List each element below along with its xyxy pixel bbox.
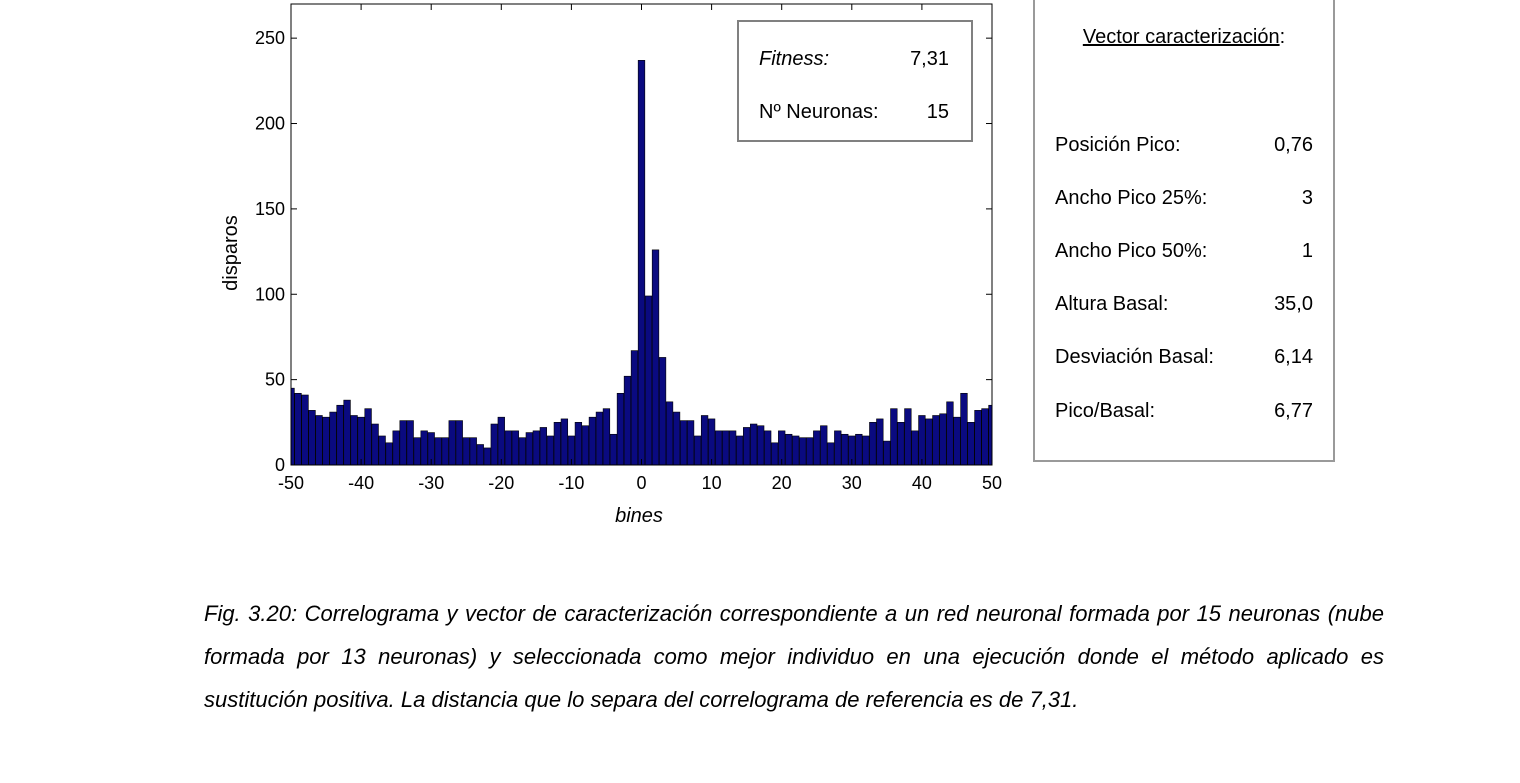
vector-row-peak-width-50 <box>1055 240 1313 266</box>
x-tick-label: -10 <box>558 473 585 493</box>
bar <box>414 438 421 465</box>
bar <box>841 434 848 465</box>
bar <box>554 422 561 465</box>
bar <box>561 419 568 465</box>
bar <box>456 421 463 465</box>
bar <box>912 431 919 465</box>
bar <box>729 431 736 465</box>
bar <box>407 421 414 465</box>
bar <box>827 443 834 465</box>
bar <box>743 427 750 465</box>
x-tick-label: 0 <box>636 473 647 493</box>
bar <box>316 415 323 465</box>
vector-row-label: Posición Pico: <box>1055 134 1181 156</box>
bar <box>870 422 877 465</box>
bar <box>365 409 372 465</box>
bar <box>834 431 841 465</box>
bar <box>617 393 624 465</box>
x-tick-label: 40 <box>911 473 932 493</box>
vector-row-label: Altura Basal: <box>1055 293 1169 315</box>
vector-row-peak-basal <box>1055 400 1313 426</box>
vector-row-label: Ancho Pico 50%: <box>1055 240 1208 262</box>
vector-title-colon: : <box>1279 26 1286 48</box>
vector-row-basal-deviation <box>1055 346 1313 372</box>
bar <box>519 438 526 465</box>
bar <box>512 431 519 465</box>
bar <box>968 422 975 465</box>
bar <box>421 431 428 465</box>
bar <box>954 417 961 465</box>
characterization-vector-panel <box>1033 0 1335 462</box>
bar <box>470 438 477 465</box>
bar <box>898 422 905 465</box>
vector-row-value: 35,0 <box>1274 293 1313 315</box>
y-tick-label: 50 <box>264 369 285 390</box>
bar <box>596 412 603 465</box>
bar <box>947 402 954 465</box>
bar <box>680 421 687 465</box>
vector-row-peak-width-25 <box>1055 187 1313 213</box>
bar <box>687 421 694 465</box>
x-tick-label: 50 <box>981 473 1003 493</box>
bar <box>603 409 610 465</box>
y-tick-label: 0 <box>274 455 285 475</box>
bar <box>358 417 365 465</box>
bar <box>337 405 344 465</box>
vector-row-label: Ancho Pico 25%: <box>1055 187 1208 209</box>
bar <box>919 415 926 465</box>
y-tick-label: 100 <box>254 284 285 305</box>
y-tick-label: 200 <box>254 113 285 134</box>
bar <box>673 412 680 465</box>
bar <box>400 421 407 465</box>
bar <box>463 438 470 465</box>
vector-row-value: 6,77 <box>1274 400 1313 422</box>
fitness-value: 7,31 <box>910 48 949 70</box>
annotation-box <box>738 21 972 141</box>
x-tick-label: -20 <box>488 473 515 493</box>
bar <box>792 436 799 465</box>
x-tick-label: -30 <box>418 473 445 493</box>
bar <box>575 422 582 465</box>
bar <box>961 393 968 465</box>
x-tick-label: -40 <box>348 473 375 493</box>
bar <box>498 417 505 465</box>
bar <box>344 400 351 465</box>
bar <box>351 415 358 465</box>
bar <box>940 414 947 465</box>
bar <box>771 443 778 465</box>
bar <box>645 296 652 465</box>
bar <box>905 409 912 465</box>
vector-row-value: 6,14 <box>1274 346 1313 368</box>
vector-row-peak-position <box>1055 134 1313 160</box>
bar <box>323 417 330 465</box>
bar <box>785 434 792 465</box>
bar <box>540 427 547 465</box>
bar <box>589 417 596 465</box>
bar <box>884 441 891 465</box>
bar <box>975 410 982 465</box>
vector-row-label: Desviación Basal: <box>1055 346 1214 368</box>
bar <box>449 421 456 465</box>
bar <box>477 445 484 465</box>
fitness-label: Fitness: <box>759 48 830 70</box>
x-axis-label: bines <box>615 505 663 527</box>
bar <box>757 426 764 465</box>
vector-row-basal-height <box>1055 293 1313 319</box>
bar <box>813 431 820 465</box>
bar <box>701 415 708 465</box>
vector-row-value: 0,76 <box>1274 134 1313 156</box>
vector-row-label: Pico/Basal: <box>1055 400 1156 422</box>
bar <box>666 402 673 465</box>
bar <box>750 424 757 465</box>
y-axis-label: disparos <box>220 215 242 291</box>
bar <box>708 419 715 465</box>
x-tick-label: 30 <box>841 473 862 493</box>
bar <box>491 424 498 465</box>
bar <box>624 376 631 465</box>
figure-caption: Fig. 3.20: Correlograma y vector de caracterización correspondiente a un red neuronal formada por 15 neuronas (nube formada por 13 neuronas) y seleccionada como mejor individuo en una ejecución donde el método aplicado es sustitución positiva. La distancia que lo separa del correlograma de referencia es de 7,31. <box>204 601 1384 712</box>
x-tick-label: -50 <box>277 473 305 493</box>
bar <box>330 412 337 465</box>
bar <box>309 410 316 465</box>
bar <box>799 438 806 465</box>
x-tick-label: 10 <box>701 473 722 493</box>
vector-title <box>1035 26 1333 49</box>
bar <box>547 436 554 465</box>
bar <box>652 250 659 465</box>
bar <box>659 357 666 465</box>
bar <box>855 434 862 465</box>
neurons-value: 15 <box>926 101 949 123</box>
bar <box>442 438 449 465</box>
bar <box>295 393 302 465</box>
y-tick-label: 250 <box>254 28 285 49</box>
bar <box>393 431 400 465</box>
y-tick-label: 150 <box>254 198 285 219</box>
bar <box>862 436 869 465</box>
correlogram-chart <box>0 0 1020 540</box>
bar <box>526 433 533 465</box>
bar <box>982 409 989 465</box>
bar <box>638 60 645 465</box>
vector-row-value: 1 <box>1301 240 1313 262</box>
bar <box>806 438 813 465</box>
bar <box>877 419 884 465</box>
bar <box>722 431 729 465</box>
bar <box>736 436 743 465</box>
x-tick-label: 20 <box>771 473 792 493</box>
vector-row-value: 3 <box>1301 187 1313 209</box>
bar <box>379 436 386 465</box>
bar <box>715 431 722 465</box>
bar <box>435 438 442 465</box>
bar <box>505 431 512 465</box>
bar <box>631 351 638 465</box>
bar <box>582 426 589 465</box>
bar <box>533 431 540 465</box>
vector-title-text: Vector caracterización <box>1082 26 1280 48</box>
bar <box>610 434 617 465</box>
bar <box>484 448 491 465</box>
bar <box>386 443 393 465</box>
bar <box>372 424 379 465</box>
bar <box>926 419 933 465</box>
bar <box>933 415 940 465</box>
bar <box>694 436 701 465</box>
neurons-label: Nº Neuronas: <box>759 101 879 123</box>
bar <box>820 426 827 465</box>
bar <box>891 409 898 465</box>
bar <box>764 431 771 465</box>
bar <box>302 395 309 465</box>
